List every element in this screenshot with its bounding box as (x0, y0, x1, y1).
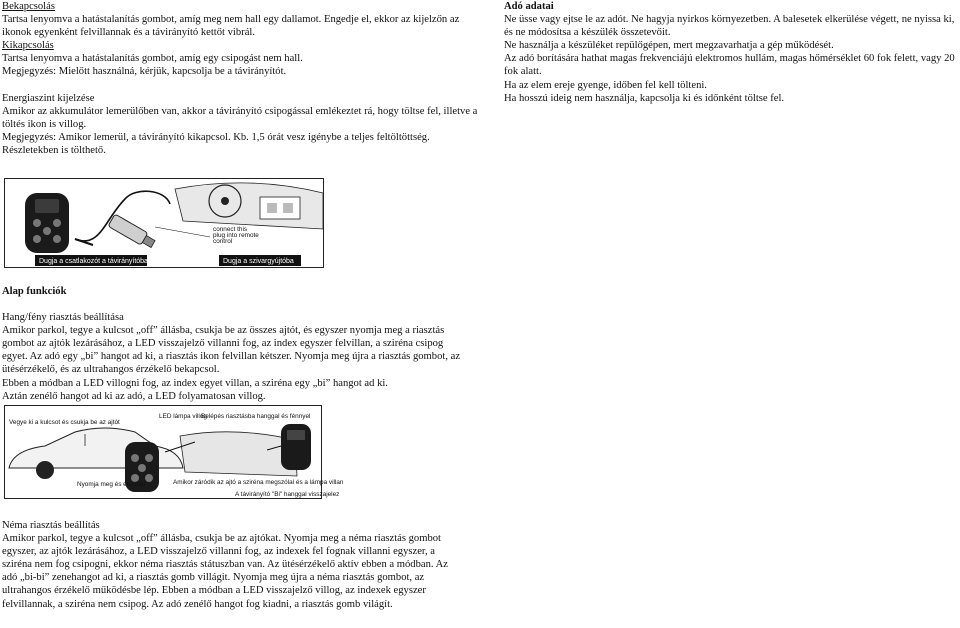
label-press-arm: Nyomja meg és élesítsd (77, 481, 146, 488)
heading-silent-alarm: Néma riasztás beállítás (2, 520, 100, 531)
transmitter-line-3: Az adó borítására hathat magas frekvenciájú elektromos hullám, magas hőmérséklet 60 fok felett, vagy 20 fok alatt. (504, 53, 955, 78)
transmitter-line-1: Ne üsse vagy ejtse le az adót. Ne hagyja nyirkos környezetben. A balesetek elkerülése végett, ne nyissa ki, és ne módosítsa a készülék összetevőit. (504, 14, 955, 39)
arming-figure (4, 405, 344, 499)
heading-energy-level: Energiaszint kijelzése (2, 92, 95, 104)
heading-sound-light-alarm: Hang/fény riasztás beállítása (2, 312, 124, 324)
left-top-section (2, 0, 482, 157)
heading-basic-functions: Alap funkciók (2, 286, 67, 297)
paragraph-power-on: Tartsa lenyomva a hatástalanítás gombot, amíg meg nem hall egy dallamot. Engedje el, ekkor az kijelzőn az ikonok egyenként felvillannak és a távirányító kettőt vibrál. (2, 14, 460, 39)
label-remote-feedback: A távirányító "Bi" hanggal visszajelez (235, 491, 340, 498)
heading-transmitter-info: Adó adatai (504, 1, 554, 12)
heading-power-on: Bekapcsolás (2, 1, 55, 12)
label-door-locks: Amikor záródik az ajtó a sziréna megszólal és a lámpa villan (173, 479, 344, 486)
label-led-blinks: LED lámpa villog (159, 413, 207, 420)
paragraph-sound-light-alarm: Amikor parkol, tegye a kulcsot „off” állásba, csukja be az összes ajtót, és egyszer nyomja meg a riasztás gombot az ajtók lezárásához, a LED visszajelző villanni fog, az index egyszer felvillan, a sziréna csipog egyet. Az adó egy „bi” hangot ad ki, a riasztás ikon felvillan kétszer. Nyomja meg újra a riasztás gombot, az ütésérzékelő, és az ultrahangos érzékelő bekapcsol. (2, 325, 461, 376)
charging-figure (4, 178, 324, 268)
transmitter-line-4: Ha az elem ereje gyenge, időben fel kell tölteni. (504, 79, 707, 91)
label-enter-alarm: Belépés riasztásba hanggal és fénnyel (201, 413, 311, 420)
svg-text:plug into remote: plug into remote (213, 232, 259, 239)
transmitter-line-2: Ne használja a készüléket repülőgépen, mert megzavarhatja a gép működését. (504, 40, 834, 52)
svg-text:connect this: connect this (213, 226, 248, 233)
paragraph-alarm-mode: Ebben a módban a LED villogni fog, az index egyet villan, a sziréna egy „bi” hangot ad ki. (2, 377, 388, 389)
silent-alarm-section (2, 519, 464, 611)
heading-power-off: Kikapcsolás (2, 40, 54, 52)
paragraph-energy-level: Amikor az akkumulátor lemerülőben van, akkor a távirányító csipogással emlékeztet rá, hogy töltse fel, illetve a töltés ikon is villog. (2, 105, 478, 130)
note-power-off: Megjegyzés: Mielőtt használná, kérjük, kapcsolja be a távirányítót. (2, 66, 287, 78)
label-remove-key: Vegye ki a kulcsot és csukja be az ajtót (9, 419, 120, 426)
note-energy-level: Megjegyzés: Amikor lemerül, a távirányító kikapcsol. Kb. 1,5 órát vesz igénybe a teljes feltöltöttség. Részletekben is tölthető. (2, 131, 430, 156)
caption-plug-remote: Dugja a csatlakozót a távirányítóba (39, 258, 148, 265)
transmitter-line-5: Ha hosszú ideig nem használja, kapcsolja ki és időnként töltse fel. (504, 92, 785, 104)
paragraph-alarm-music: Aztán zenélő hangot ad ki az adó, a LED folyamatosan villog. (2, 390, 266, 402)
paragraph-power-off: Tartsa lenyomva a hatástalanítás gombot, amíg egy csipogást nem hall. (2, 53, 303, 65)
basic-functions-section (2, 285, 464, 403)
caption-plug-cigarette: Dugja a szivargyújtóba (223, 258, 294, 265)
right-top-section (504, 0, 958, 105)
paragraph-silent-alarm: Amikor parkol, tegye a kulcsot „off” állásba, csukja be az ajtókat. Nyomja meg a néma riasztás gombot egyszer, az ajtók lezárásához, a LED visszajelző villanni fog, az indexek fel fognak villanni egyszer, a sziréna nem fog csipogni, ekkor néma riasztás státuszban van. Az ütésérzékelő aktív ebben a módban. Az adó „bi-bi” zenehangot ad ki, a riasztás gomb villágit. Nyomja meg újra a néma riasztás gombot, az ultrahangos érzékelő működésbe lép. Ebben a módban a LED visszajelző villog, az indexek egyszer felvillannak, a sziréna nem csipog. Az adó zenélő hangot fog kiadni, a riasztás gomb világít. (2, 533, 448, 610)
svg-text:control: control (213, 238, 233, 245)
